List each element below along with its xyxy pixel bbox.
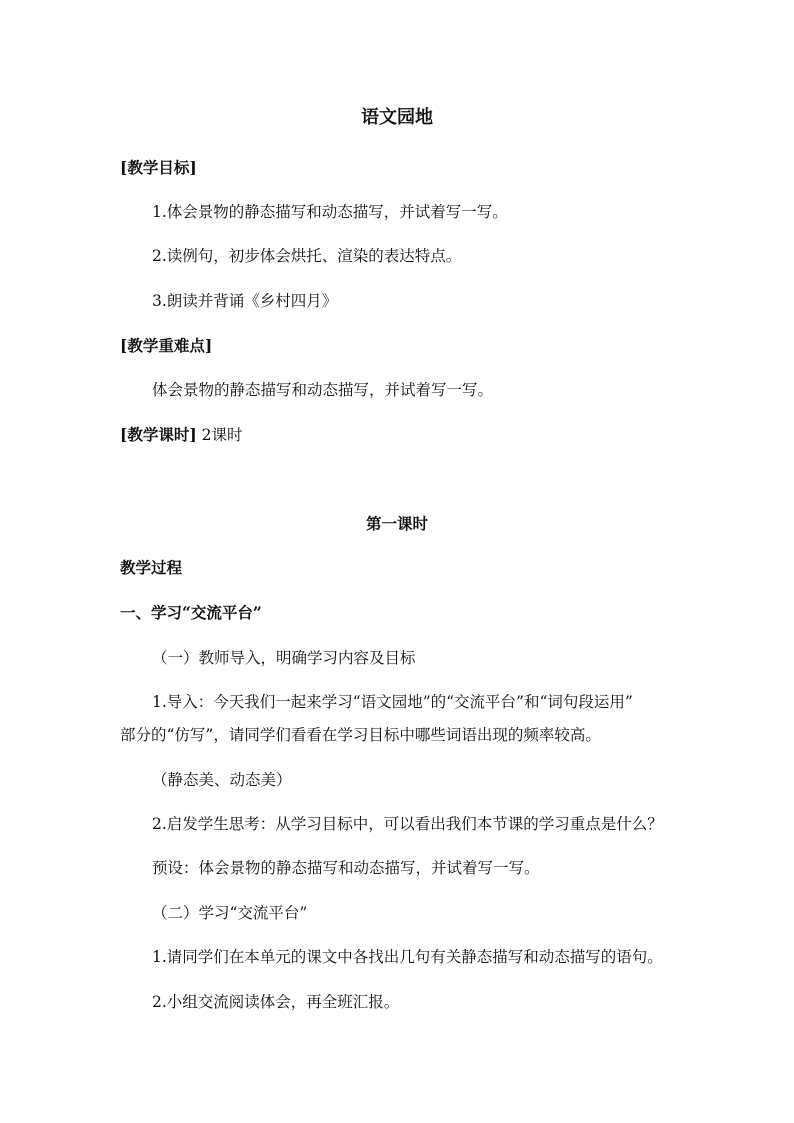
paragraph-line: 2.启发学生思考：从学习目标中，可以看出我们本节课的学习重点是什么？: [152, 815, 663, 833]
document-title: 语文园地: [361, 107, 433, 128]
paragraph-line: 1.请同学们在本单元的课文中各找出几句有关静态描写和动态描写的语句。: [152, 948, 663, 966]
process-heading: 教学过程: [120, 558, 183, 577]
objective-item: 2.读例句，初步体会烘托、渲染的表达特点。: [152, 247, 462, 265]
lesson-title: 第一课时: [365, 514, 428, 533]
keypoints-heading: [教学重难点]: [120, 336, 213, 355]
objectives-heading: [教学目标]: [120, 158, 197, 177]
preset-line: 预设：体会景物的静态描写和动态描写，并试着写一写。: [152, 859, 540, 877]
hours-value: 2课时: [201, 426, 243, 444]
subsection-heading: （一）教师导入，明确学习内容及目标: [152, 649, 416, 667]
subsection-heading: （二）学习“交流平台”: [152, 904, 308, 922]
paragraph-line: 部分的“仿写”，请同学们看看在学习目标中哪些词语出现的频率较高。: [120, 726, 601, 744]
keypoints-text: 体会景物的静态描写和动态描写，并试着写一写。: [152, 381, 494, 399]
objective-item: 1.体会景物的静态描写和动态描写，并试着写一写。: [152, 203, 508, 221]
answer-line: （静态美、动态美）: [152, 771, 292, 789]
paragraph-line: 1.导入：今天我们一起来学习“语文园地”的“交流平台”和“词句段运用”: [152, 693, 633, 711]
section-heading: 一、学习“交流平台”: [120, 603, 262, 622]
hours-line: [120, 425, 242, 445]
objective-item: 3.朗读并背诵《乡村四月》: [152, 292, 338, 310]
paragraph-line: 2.小组交流阅读体会，再全班汇报。: [152, 993, 400, 1011]
hours-heading: [教学课时]: [120, 425, 197, 444]
